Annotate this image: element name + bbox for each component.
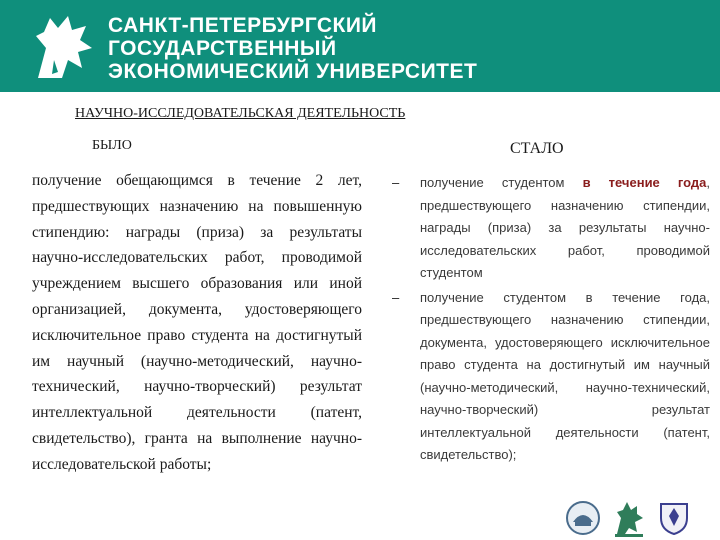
university-emblem-icon [565, 500, 601, 536]
after-item-1-prefix: получение студентом [420, 175, 583, 190]
dash-bullet: – [392, 289, 400, 305]
university-name-line-1: САНКТ-ПЕТЕРБУРГСКИЙ [108, 14, 378, 37]
university-name-line-2: ГОСУДАРСТВЕННЫЙ [108, 37, 337, 60]
after-list [392, 172, 710, 467]
university-name-line-3: ЭКОНОМИЧЕСКИЙ УНИВЕРСИТЕТ [108, 60, 478, 83]
before-text: получение обещающимся в течение 2 лет, предшествующих назначению на повышенную стипендию: награды (приза) за результаты научно-исследовательских работ, проводимой учреждением высшего образования или иной организацией, документа, удостоверяющего исключительное право студента на достигнутый им научный (научно-методический, научно-технический, научно-творческий) результат интеллектуальной деятельности (патент, свидетельство), гранта на выполнение научно-исследовательской работы; [32, 172, 362, 473]
after-label: СТАЛО [510, 140, 564, 157]
dash-bullet: – [392, 175, 400, 190]
griffin-logo-icon [28, 8, 100, 84]
after-item-1-suffix: , предшествующего назначению стипендии, награды (приза) за результаты научно-исследовательских работ, проводимой студентом [420, 175, 710, 280]
university-name [108, 14, 477, 83]
university-header [0, 0, 720, 92]
section-title: НАУЧНО-ИССЛЕДОВАТЕЛЬСКАЯ ДЕЯТЕЛЬНОСТЬ [75, 106, 406, 121]
after-item-2 [392, 287, 710, 467]
after-item-1-highlight: в течение года [582, 175, 707, 190]
griffin-emblem-icon [611, 500, 647, 538]
after-item-2-text: получение студентом в течение года, предшествующего назначению стипендии, документа, удостоверяющего исключительное право студента на достигнутый им научный (научно-методический, научно-технический, научно-творческий) результат интеллектуальной деятельности (патент, свидетельство); [420, 289, 710, 462]
after-item-1 [392, 172, 710, 285]
before-label: БЫЛО [92, 138, 132, 153]
crest-emblem-icon [657, 500, 691, 536]
